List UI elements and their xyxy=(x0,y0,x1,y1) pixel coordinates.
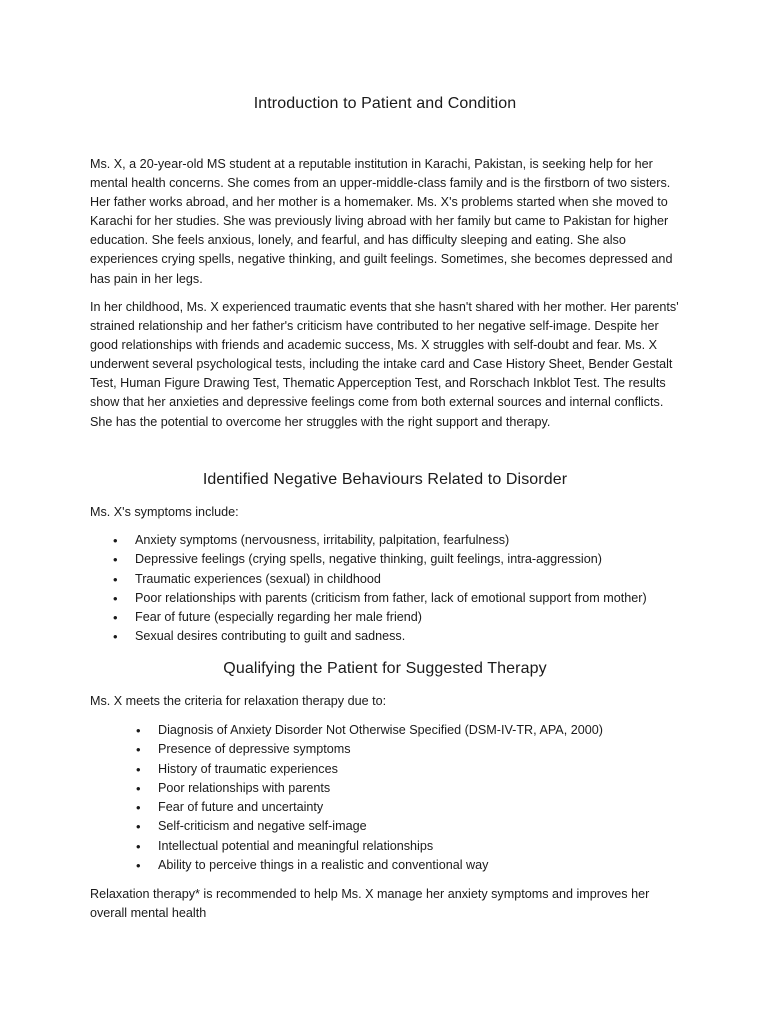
list-item xyxy=(113,627,695,646)
bullet-icon: • xyxy=(113,629,118,645)
list-item-text: Poor relationships with parents xyxy=(158,780,331,795)
list-item xyxy=(136,798,718,817)
list-item-text: Presence of depressive symptoms xyxy=(158,742,351,757)
closing-paragraph: Relaxation therapy* is recommended to help Ms. X manage her anxiety symptoms and improves her overall mental health xyxy=(90,887,650,921)
section-heading-intro: Introduction to Patient and Condition xyxy=(253,95,517,112)
section-heading-qualifying: Qualifying the Patient for Suggested Therapy xyxy=(223,660,547,677)
bullet-icon: • xyxy=(136,800,141,816)
list-item xyxy=(136,837,718,856)
list-item-text: History of traumatic experiences xyxy=(158,761,338,776)
list-item-text: Fear of future (especially regarding her male friend) xyxy=(135,610,422,625)
list-item xyxy=(136,740,718,759)
list-item-text: Traumatic experiences (sexual) in childhood xyxy=(135,571,381,586)
list-item xyxy=(136,779,718,798)
list-item-text: Depressive feelings (crying spells, negative thinking, guilt feelings, intra-aggression) xyxy=(135,552,602,567)
bullet-icon: • xyxy=(113,590,118,606)
symptoms-lead-text: Ms. X's symptoms include: xyxy=(90,505,239,519)
intro-paragraph-2: In her childhood, Ms. X experienced traumatic events that she hasn't shared with her mother. Her parents' strained relationship and her father's criticism have contributed to her negative self-image. Despite her good relationships with friends and academic success, Ms. X struggles with self-doubt and fear. Ms. X underwent several psychological tests, including the intake card and Case History Sheet, Bender Gestalt Test, Human Figure Drawing Test, Thematic Apperception Test, and Rorschach Inkblot Test. The results show that her anxieties and depressive feelings come from both external sources and internal conflicts. She has the potential to overcome her struggles with the right support and therapy. xyxy=(90,300,679,429)
list-item xyxy=(113,589,695,608)
list-item-text: Self-criticism and negative self-image xyxy=(158,819,367,834)
list-item-text: Sexual desires contributing to guilt and sadness. xyxy=(135,629,406,644)
bullet-icon: • xyxy=(113,610,118,626)
bullet-icon: • xyxy=(136,761,141,777)
list-item xyxy=(113,550,695,569)
bullet-icon: • xyxy=(136,742,141,758)
symptoms-list xyxy=(113,531,695,647)
criteria-list xyxy=(136,721,718,875)
section-heading-behaviours: Identified Negative Behaviours Related to Disorder xyxy=(202,471,568,488)
bullet-icon: • xyxy=(136,819,141,835)
bullet-icon: • xyxy=(113,571,118,587)
list-item-text: Ability to perceive things in a realistic and conventional way xyxy=(158,858,489,873)
intro-paragraph-1: Ms. X, a 20-year-old MS student at a reputable institution in Karachi, Pakistan, is seeking help for her mental health concerns. She comes from an upper-middle-class family and is the firstborn of two sisters. Her father works abroad, and her mother is a homemaker. Ms. X's problems started when she moved to Karachi for her studies. She was previously living abroad with her family but came to Pakistan for higher education. She feels anxious, lonely, and fearful, and has difficulty sleeping and eating. She also experiences crying spells, negative thinking, and guilt feelings. Sometimes, she becomes depressed and has pain in her legs. xyxy=(90,157,673,286)
list-item-text: Diagnosis of Anxiety Disorder Not Otherwise Specified (DSM-IV-TR, APA, 2000) xyxy=(158,723,603,737)
list-item-text: Anxiety symptoms (nervousness, irritability, palpitation, fearfulness) xyxy=(135,533,510,547)
list-item xyxy=(113,608,695,627)
list-item xyxy=(113,531,695,550)
list-item-text: Poor relationships with parents (criticism from father, lack of emotional support from mother) xyxy=(135,590,647,605)
bullet-icon: • xyxy=(136,858,141,874)
list-item xyxy=(136,721,718,740)
list-item xyxy=(113,570,695,589)
list-item xyxy=(136,817,718,836)
bullet-icon: • xyxy=(136,838,141,854)
bullet-icon: • xyxy=(113,533,118,548)
list-item-text: Intellectual potential and meaningful relationships xyxy=(158,838,434,853)
list-item xyxy=(136,856,718,875)
bullet-icon: • xyxy=(136,780,141,796)
list-item-text: Fear of future and uncertainty xyxy=(158,800,324,815)
bullet-icon: • xyxy=(113,552,118,568)
list-item xyxy=(136,760,718,779)
bullet-icon: • xyxy=(136,723,141,738)
criteria-lead-text: Ms. X meets the criteria for relaxation therapy due to: xyxy=(90,694,387,708)
